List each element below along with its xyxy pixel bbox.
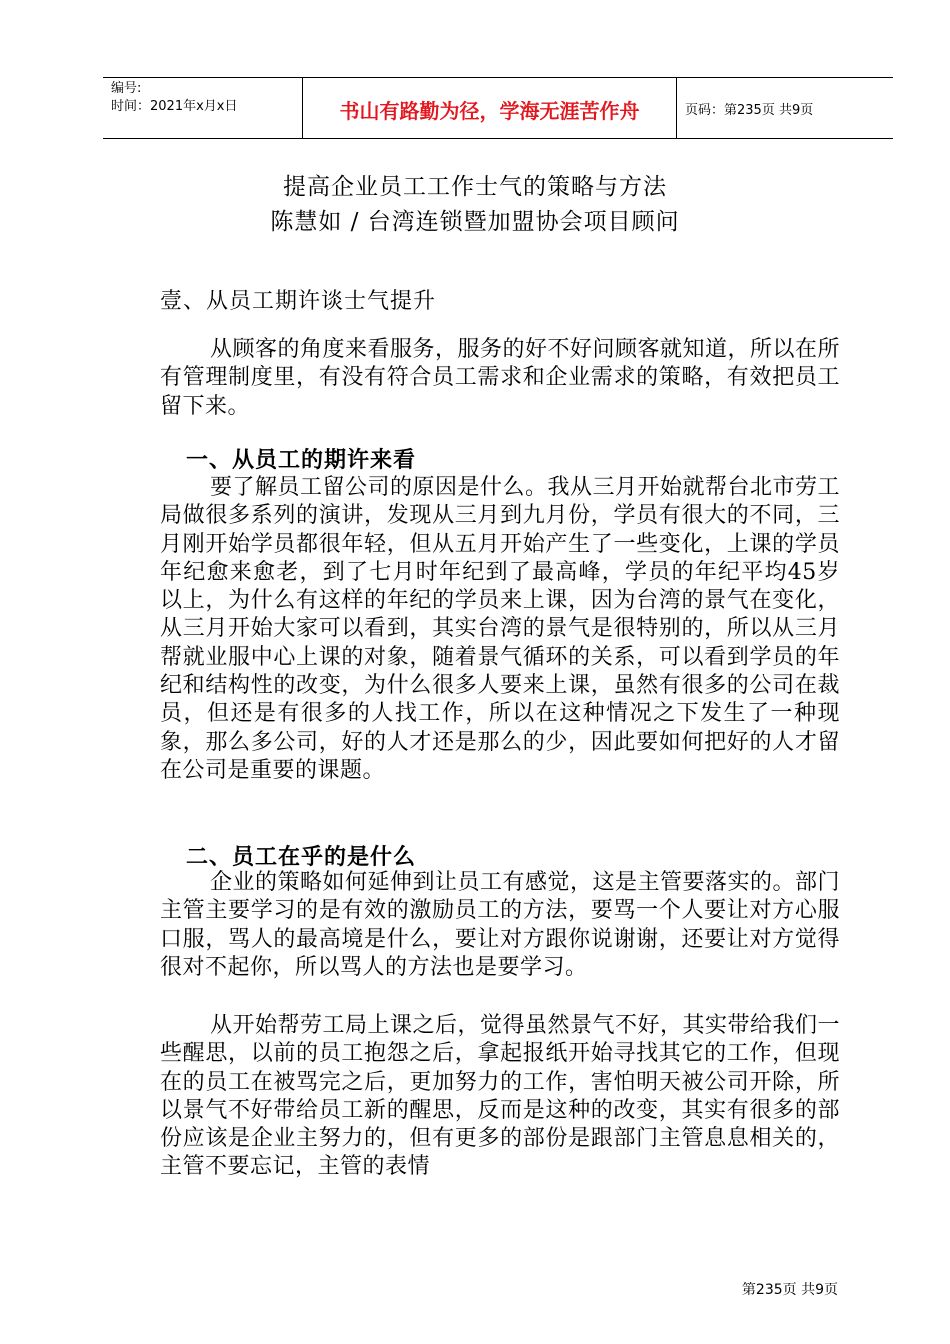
number-label: 编号:: [111, 81, 142, 96]
subsection-heading-2: 二、员工在乎的是什么: [186, 845, 417, 870]
author-line: 陈慧如 / 台湾连锁暨加盟协会项目顾问: [270, 209, 680, 235]
subsection-2-paragraph-1: 企业的策略如何延伸到让员工有感觉，这是主管要落实的。部门主管主要学习的是有效的激励员工的方法，要骂一个人要让对方心服口服，骂人的最高境是什么，要让对方跟你说谢谢，还要让对方觉得很对不起你，所以骂人的方法也是要学习。: [160, 870, 841, 980]
subsection-2-paragraph-2: 从开始帮劳工局上课之后，觉得虽然景气不好，其实带给我们一些醒思，以前的员工抱怨之后，拿起报纸开始寻找其它的工作，但现在的员工在被骂完之后，更加努力的工作，害怕明天被公司开除，所以景气不好带给员工新的醒思，反而是这种的改变，其实有很多的部份应该是企业主努力的，但有更多的部份是跟部门主管息息相关的，主管不要忘记，主管的表情: [160, 1013, 841, 1180]
header-page-info: 页码：第235页 共9页: [685, 102, 814, 118]
header-motto: 书山有路勤为径，学海无涯苦作舟: [303, 78, 677, 138]
time-label: 时间：2021年x月x日: [111, 99, 238, 114]
document-title: 提高企业员工工作士气的策略与方法: [283, 174, 667, 200]
intro-paragraph: 从顾客的角度来看服务，服务的好不好问顾客就知道，所以在所有管理制度里，有没有符合员工需求和企业需求的策略，有效把员工留下来。: [160, 337, 841, 419]
page-header: [103, 77, 893, 139]
subsection-heading-1: 一、从员工的期许来看: [186, 448, 417, 473]
subsection-1-paragraph: 要了解员工留公司的原因是什么。我从三月开始就帮台北市劳工局做很多系列的演讲，发现从三月到九月份，学员有很大的不同，三月刚开始学员都很年轻，但从五月开始产生了一些变化，上课的学员年纪愈来愈老，到了七月时年纪到了最高峰，学员的年纪平均45岁以上，为什么有这样的年纪的学员来上课，因为台湾的景气在变化，从三月开始大家可以看到，其实台湾的景气是很特别的，所以从三月帮就业服中心上课的对象，随着景气循环的关系，可以看到学员的年纪和结构性的改变，为什么很多人要来上课，虽然有很多的公司在裁员，但还是有很多的人找工作，所以在这种情况之下发生了一种现象，那么多公司，好的人才还是那么的少，因此要如何把好的人才留在公司是重要的课题。: [160, 475, 841, 783]
page-footer: 第235页 共9页: [741, 1282, 838, 1298]
header-meta: [103, 78, 303, 138]
section-heading-1: 壹、从员工期许谈士气提升: [160, 289, 437, 314]
